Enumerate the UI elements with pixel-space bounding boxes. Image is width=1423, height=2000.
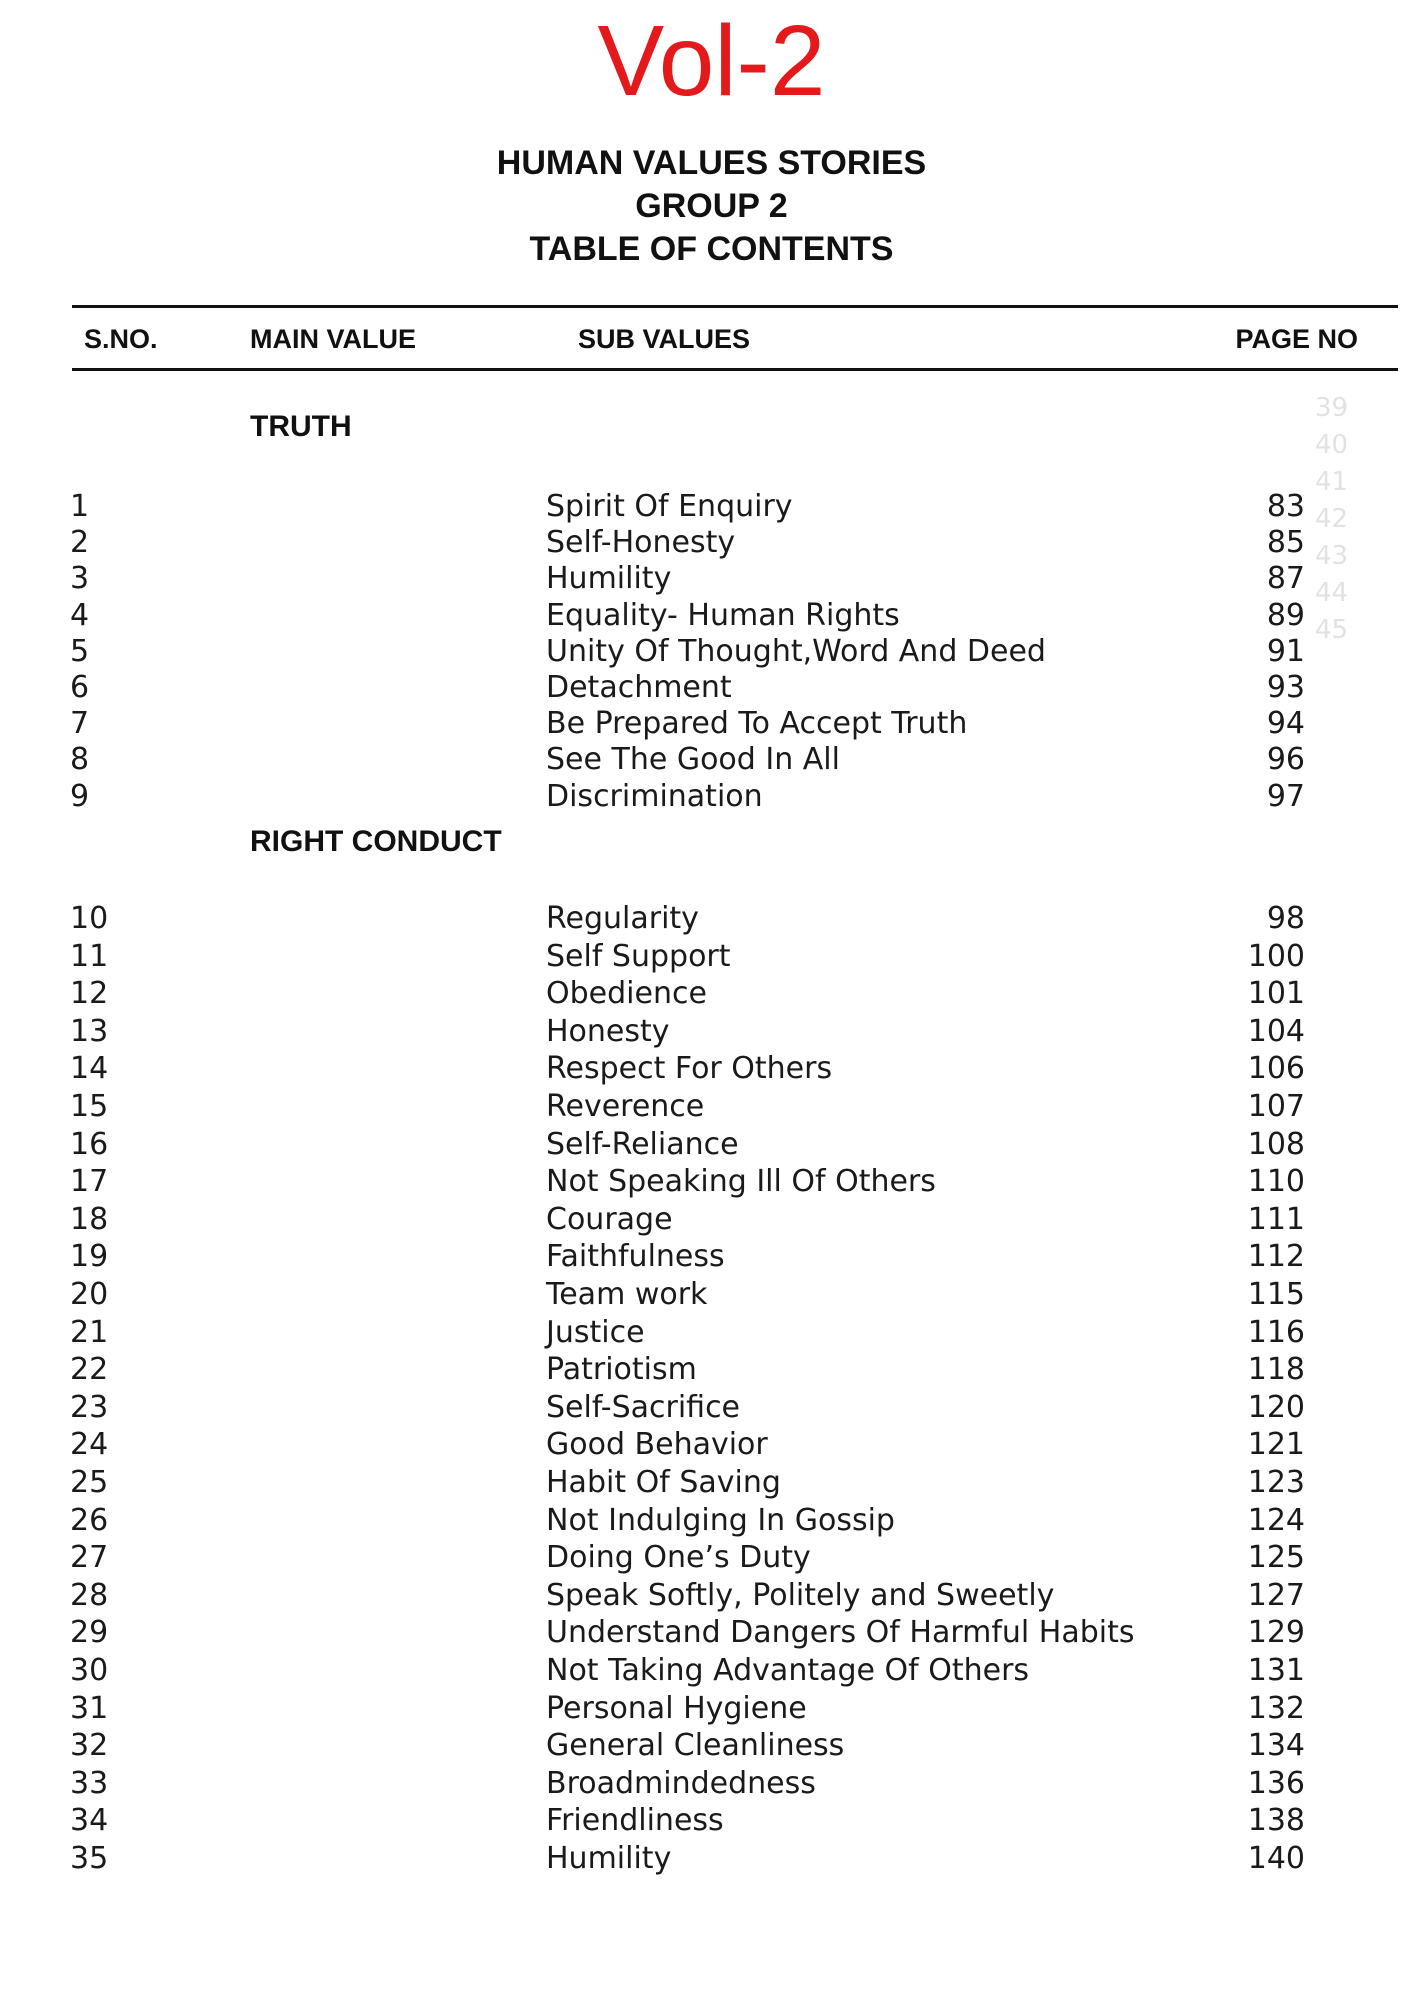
table-row [0,1765,1423,1802]
row-sub-value: Justice [546,1314,645,1350]
table-row [0,1802,1423,1839]
header-bottom-rule [72,368,1398,371]
row-sno: 10 [70,901,109,936]
table-row [0,1464,1423,1501]
row-sno: 17 [70,1164,109,1200]
table-row [0,1238,1423,1275]
row-sub-value: Good Behavior [546,1427,768,1463]
table-row [0,1426,1423,1463]
row-page-number: 110 [1247,1164,1305,1200]
row-sub-value: Discrimination [546,778,763,814]
row-sub-value: Humility [546,1841,672,1876]
row-sub-value: Respect For Others [546,1051,833,1087]
row-sno: 32 [70,1728,109,1764]
row-page-number: 134 [1247,1728,1305,1764]
bleed-through-marks: 39 40 41 42 43 44 45 [1315,393,1349,645]
table-row [0,1351,1423,1388]
table-row [0,1577,1423,1614]
table-row [0,1314,1423,1351]
row-page-number: 100 [1247,938,1305,974]
row-sno: 16 [70,1126,109,1162]
table-row [0,1690,1423,1727]
table-row [0,488,1423,525]
table-row [0,1614,1423,1651]
row-sno: 2 [70,525,90,561]
row-sub-value: Self-Reliance [546,1126,739,1162]
row-sno: 8 [70,742,90,778]
row-page-number: 124 [1247,1502,1305,1538]
row-sub-value: Regularity [546,901,699,936]
row-sno: 9 [70,778,90,814]
row-page-number: 85 [1266,525,1305,561]
row-sub-value: Reverence [546,1089,705,1124]
table-row [0,1050,1423,1087]
row-sno: 5 [70,633,90,669]
row-sub-value: Doing One’s Duty [546,1540,811,1576]
row-sub-value: Broadmindedness [546,1765,816,1801]
row-sno: 27 [70,1540,109,1576]
column-header-page-no: PAGE NO [1235,324,1358,354]
table-row [0,1013,1423,1050]
row-page-number: 140 [1247,1841,1305,1876]
row-sno: 13 [70,1013,109,1049]
column-header-sub-values: SUB VALUES [578,324,751,354]
row-sno: 18 [70,1201,109,1237]
table-row [0,1727,1423,1764]
row-sno: 4 [70,597,90,633]
row-sno: 6 [70,670,90,705]
row-page-number: 131 [1247,1653,1305,1688]
row-page-number: 125 [1247,1540,1305,1576]
row-page-number: 111 [1247,1201,1305,1237]
row-page-number: 136 [1247,1765,1305,1801]
table-row [0,1126,1423,1163]
column-header-sno: S.NO. [84,324,158,354]
row-page-number: 96 [1266,742,1305,778]
table-row [0,900,1423,937]
row-sno: 14 [70,1051,109,1087]
document-title [0,142,1423,271]
table-row [0,1088,1423,1125]
table-row [0,705,1423,742]
row-sub-value: Be Prepared To Accept Truth [546,706,968,742]
row-page-number: 123 [1247,1465,1305,1500]
row-sub-value: See The Good In All [546,742,840,778]
row-page-number: 87 [1266,561,1305,597]
table-row [0,1652,1423,1689]
main-value-heading: RIGHT CONDUCT [250,825,502,858]
row-sno: 29 [70,1615,109,1651]
row-sno: 22 [70,1352,109,1388]
header-top-rule [72,305,1398,308]
row-sub-value: Understand Dangers Of Harmful Habits [546,1615,1135,1651]
table-row [0,524,1423,561]
row-sub-value: Speak Softly, Politely and Sweetly [546,1577,1055,1613]
row-sno: 7 [70,706,90,742]
row-sub-value: Friendliness [546,1803,724,1839]
row-page-number: 89 [1266,597,1305,633]
row-page-number: 112 [1247,1239,1305,1275]
table-row [0,1201,1423,1238]
row-sub-value: Humility [546,561,672,597]
row-sub-value: Equality- Human Rights [546,597,900,633]
row-sub-value: Personal Hygiene [546,1690,807,1726]
table-row [0,975,1423,1012]
table-row [0,633,1423,670]
row-page-number: 120 [1247,1389,1305,1425]
table-row [0,741,1423,778]
row-page-number: 93 [1266,670,1305,705]
column-header-main-value: MAIN VALUE [250,324,416,354]
main-value-heading: TRUTH [250,410,352,443]
row-page-number: 91 [1266,633,1305,669]
row-page-number: 116 [1247,1314,1305,1350]
table-row [0,1539,1423,1576]
row-page-number: 132 [1247,1690,1305,1726]
row-sub-value: Team work [546,1277,708,1312]
row-page-number: 118 [1247,1352,1305,1388]
row-sno: 1 [70,489,90,524]
row-page-number: 98 [1266,901,1305,936]
row-sub-value: Patriotism [546,1352,697,1388]
row-sno: 3 [70,561,90,597]
volume-label: Vol-2 [597,5,826,117]
table-row [0,1389,1423,1426]
row-sno: 28 [70,1577,109,1613]
row-sub-value: General Cleanliness [546,1728,845,1764]
row-page-number: 108 [1247,1126,1305,1162]
row-page-number: 83 [1266,489,1305,524]
table-row [0,1840,1423,1877]
row-sub-value: Not Indulging In Gossip [546,1502,895,1538]
row-sub-value: Obedience [546,976,707,1012]
table-row [0,560,1423,597]
row-page-number: 94 [1266,706,1305,742]
row-page-number: 97 [1266,778,1305,814]
row-page-number: 104 [1247,1013,1305,1049]
title-line-2: GROUP 2 [635,187,788,225]
row-sno: 19 [70,1239,109,1275]
table-row [0,1163,1423,1200]
row-sno: 26 [70,1502,109,1538]
row-sno: 12 [70,976,109,1012]
row-page-number: 115 [1247,1277,1305,1312]
table-row [0,778,1423,815]
table-row [0,597,1423,634]
row-sub-value: Courage [546,1201,673,1237]
row-page-number: 138 [1247,1803,1305,1839]
table-row [0,1276,1423,1313]
row-sub-value: Self-Sacrifice [546,1389,741,1425]
row-page-number: 106 [1247,1051,1305,1087]
row-sno: 35 [70,1841,109,1876]
title-line-1: HUMAN VALUES STORIES [496,144,927,182]
table-row [0,669,1423,706]
table-row [0,938,1423,975]
row-sno: 15 [70,1089,109,1124]
row-sno: 34 [70,1803,109,1839]
row-sno: 33 [70,1765,109,1801]
row-sub-value: Not Speaking Ill Of Others [546,1164,936,1200]
row-sno: 25 [70,1465,109,1500]
row-sno: 11 [70,938,109,974]
row-sub-value: Faithfulness [546,1239,725,1275]
row-sno: 21 [70,1314,109,1350]
row-sub-value: Spirit Of Enquiry [546,489,793,524]
row-page-number: 121 [1247,1427,1305,1463]
row-page-number: 101 [1247,976,1305,1012]
row-sub-value: Detachment [546,670,732,705]
row-sub-value: Honesty [546,1013,670,1049]
row-page-number: 127 [1247,1577,1305,1613]
row-page-number: 129 [1247,1615,1305,1651]
row-sno: 24 [70,1427,109,1463]
row-sno: 23 [70,1389,109,1425]
row-sub-value: Not Taking Advantage Of Others [546,1653,1030,1688]
row-sno: 30 [70,1653,109,1688]
table-row [0,1502,1423,1539]
title-line-3: TABLE OF CONTENTS [529,230,894,268]
row-sub-value: Habit Of Saving [546,1465,781,1500]
row-sub-value: Unity Of Thought,Word And Deed [546,633,1046,669]
row-page-number: 107 [1247,1089,1305,1124]
row-sno: 31 [70,1690,109,1726]
row-sno: 20 [70,1277,109,1312]
row-sub-value: Self-Honesty [546,525,736,561]
row-sub-value: Self Support [546,938,731,974]
